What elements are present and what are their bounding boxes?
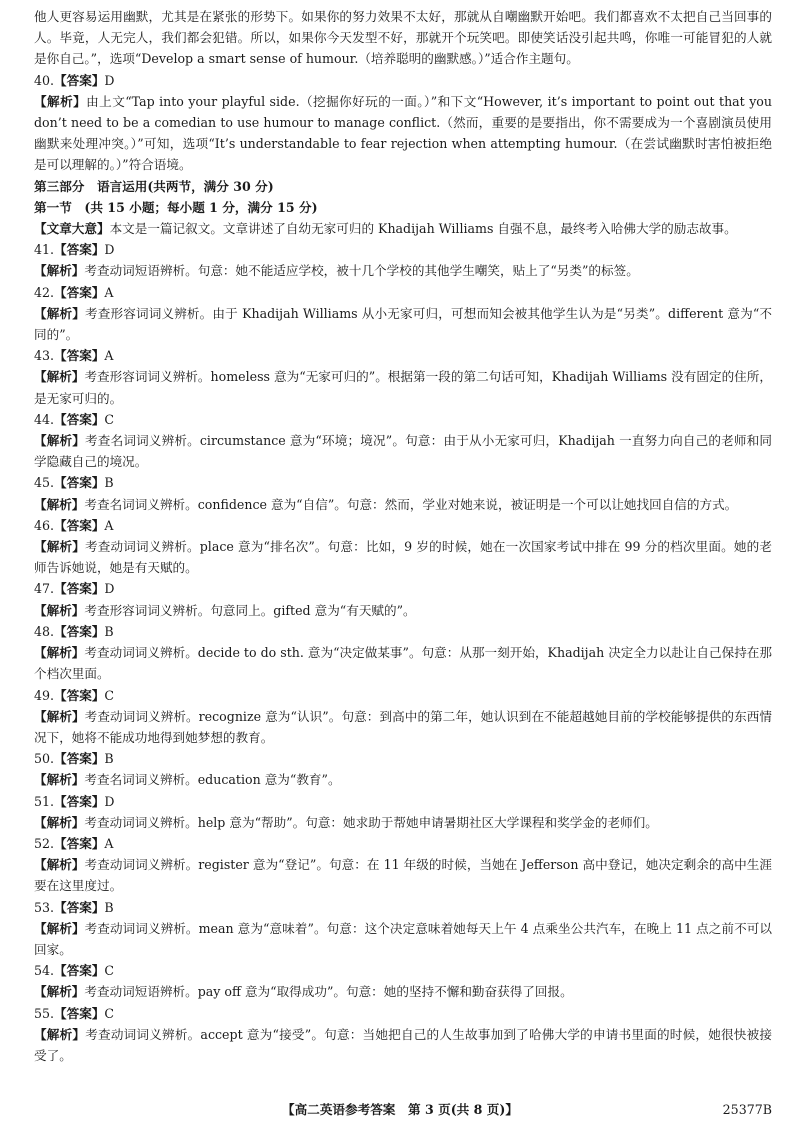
item-number: 52.: [34, 835, 55, 851]
item-analysis: [34, 918, 772, 960]
item-answer-line: [34, 748, 772, 769]
item-number: 44.: [34, 411, 55, 427]
item-analysis: [34, 91, 772, 176]
analysis-text: 考查名词词义辨析。confidence 意为“自信”。句意：然而，学业对她来说，被证明是一个可以让她找回自信的方式。: [84, 496, 738, 512]
analysis-tag: 【解析】: [34, 708, 85, 724]
analysis-tag: 【解析】: [34, 539, 85, 555]
answer-tag: 【答案】: [54, 623, 105, 639]
item-analysis: [34, 494, 772, 515]
item-answer-line: [34, 960, 772, 981]
document-code: 25377B: [722, 1102, 772, 1117]
answer-letter: B: [104, 899, 114, 915]
answer-letter: A: [104, 284, 114, 300]
item-number: 46.: [34, 517, 55, 533]
answer-item: [34, 960, 772, 1002]
item-number: 50.: [34, 751, 55, 767]
item-analysis: [34, 812, 772, 833]
analysis-tag: 【解析】: [34, 433, 86, 449]
item-analysis: [34, 642, 772, 684]
answer-tag: 【答案】: [54, 72, 105, 88]
answer-letter: C: [104, 963, 115, 979]
item-analysis: [34, 981, 772, 1002]
answer-letter: A: [104, 835, 114, 851]
section1-title: 第一节 (共 15 小题；每小题 1 分，满分 15 分): [34, 199, 318, 215]
item-answer-line: [34, 515, 772, 536]
answer-item: [34, 472, 772, 514]
item-answer-line: [34, 621, 772, 642]
answer-item: [34, 515, 772, 579]
answer-letter: D: [104, 793, 115, 809]
answer-item: [34, 791, 772, 833]
analysis-text: 考查动词词义辨析。register 意为“登记”。句意：在 11 年级的时候，当她在 Jefferson 高中登记，她决定剩余的高中生涯要在这里度过。: [34, 857, 773, 894]
item-answer-line: [34, 791, 772, 812]
analysis-tag: 【解析】: [34, 369, 85, 385]
answer-letter: B: [104, 623, 114, 639]
item-analysis: [34, 430, 772, 472]
answer-item: [34, 621, 772, 685]
answer-letter: B: [104, 475, 114, 491]
analysis-tag: 【解析】: [34, 920, 85, 936]
analysis-text: 考查动词词义辨析。recognize 意为“认识”。句意：到高中的第二年，她认识到在不能超越她目前的学校能够提供的东西情况下，她将不能成功地得到她梦想的教育。: [34, 708, 773, 745]
page-footer: 【高二英语参考答案 第 3 页(共 8 页)】: [282, 1102, 518, 1117]
item-number: 47.: [34, 581, 55, 597]
answer-item: [34, 282, 772, 346]
answer-tag: 【答案】: [54, 517, 105, 533]
answer-item: [34, 897, 772, 961]
item-analysis: [34, 366, 772, 408]
analysis-text: 考查动词短语辨析。句意：她不能适应学校，被十几个学校的其他学生嘲笑，贴上了“另类”的标签。: [84, 263, 639, 279]
item-number: 45.: [34, 475, 55, 491]
article-summary: [34, 218, 772, 239]
analysis-tag: 【解析】: [34, 645, 85, 661]
summary-text: 本文是一篇记叙文。文章讲述了自幼无家可归的 Khadijah Williams 自强不息，最终考入哈佛大学的励志故事。: [109, 221, 737, 237]
answer-item: [34, 578, 772, 620]
answer-item: [34, 1003, 772, 1067]
item-answer-line: [34, 409, 772, 430]
item-number: 54.: [34, 963, 55, 979]
analysis-tag: 【解析】: [34, 857, 85, 873]
item-answer-line: [34, 239, 772, 260]
item-answer-line: [34, 833, 772, 854]
answer-item: [34, 239, 772, 281]
item-answer-line: [34, 685, 772, 706]
answer-tag: 【答案】: [54, 687, 105, 703]
answer-item: [34, 748, 772, 790]
answer-tag: 【答案】: [54, 899, 105, 915]
item-number: 43.: [34, 348, 55, 364]
analysis-text: 考查动词词义辨析。accept 意为“接受”。句意：当她把自己的人生故事加到了哈佛大学的申请书里面的时候，她很快被接受了。: [34, 1026, 773, 1063]
analysis-tag: 【解析】: [34, 263, 85, 279]
answer-tag: 【答案】: [54, 411, 105, 427]
item-number: 55.: [34, 1005, 55, 1021]
answer-letter: C: [104, 1005, 115, 1021]
analysis-text: 由上文“Tap into your playful side.（挖掘你好玩的一面。）”和下文“However, it’s important to point out that you don’t need to be a comedian to use humour to manage conflict.（然而，重要的是要指出，你不需要成为一个喜剧演员使用幽默来处理冲突。）”可知，选项“It’s understandable to fear rejection when attempting humour.（在尝试幽默时害怕被拒绝是可以理解的。）”符合语境。: [34, 93, 772, 173]
answer-letter: D: [104, 581, 115, 597]
answer-tag: 【答案】: [54, 751, 105, 767]
analysis-text: 考查动词词义辨析。help 意为“帮助”。句意：她求助于帮她申请暑期社区大学课程和奖学金的老师们。: [84, 814, 658, 830]
item-analysis: [34, 854, 772, 896]
item-answer-line: [34, 472, 772, 493]
item-analysis: [34, 303, 772, 345]
item-analysis: [34, 769, 772, 790]
analysis-tag: 【解析】: [34, 305, 85, 321]
answer-tag: 【答案】: [54, 348, 105, 364]
item-number: 42.: [34, 284, 55, 300]
item-number: 51.: [34, 793, 55, 809]
analysis-tag: 【解析】: [34, 93, 87, 109]
item-analysis: [34, 600, 772, 621]
answer-tag: 【答案】: [54, 581, 105, 597]
item-analysis: [34, 260, 772, 281]
answer-items-list: [34, 239, 772, 1066]
analysis-tag: 【解析】: [34, 602, 85, 618]
analysis-text: 考查动词短语辨析。pay off 意为“取得成功”。句意：她的坚持不懈和勤奋获得了回报。: [84, 984, 573, 1000]
analysis-text: 考查名词词义辨析。education 意为“教育”。: [84, 772, 341, 788]
analysis-text: 考查动词词义辨析。mean 意为“意味着”。句意：这个决定意味着她每天上午 4 点乘坐公共汽车，在晚上 11 点之前不可以回家。: [34, 920, 772, 957]
analysis-text: 考查形容词词义辨析。句意同上。gifted 意为“有天赋的”。: [84, 602, 416, 618]
answer-tag: 【答案】: [54, 793, 105, 809]
answer-tag: 【答案】: [54, 475, 105, 491]
answer-letter: C: [104, 411, 115, 427]
analysis-tag: 【解析】: [34, 772, 85, 788]
answer-letter: C: [104, 687, 115, 703]
summary-tag: 【文章大意】: [34, 221, 110, 237]
answer-letter: D: [104, 72, 115, 88]
item-number: 53.: [34, 899, 55, 915]
item-number: 49.: [34, 687, 55, 703]
answer-item: [34, 833, 772, 897]
item-answer-line: [34, 1003, 772, 1024]
item-number: 41.: [34, 242, 55, 258]
answer-letter: B: [104, 751, 114, 767]
item-analysis: [34, 1024, 772, 1066]
answer-tag: 【答案】: [54, 284, 105, 300]
analysis-text: 考查形容词词义辨析。由于 Khadijah Williams 从小无家可归，可想而知会被其他学生认为是“另类”。different 意为“不同的”。: [34, 305, 773, 343]
analysis-tag: 【解析】: [34, 814, 85, 830]
item-answer-line: [34, 345, 772, 366]
item-answer-line: [34, 897, 772, 918]
answer-item: [34, 409, 772, 473]
answer-letter: D: [104, 242, 115, 258]
analysis-tag: 【解析】: [34, 984, 85, 1000]
answer-letter: A: [104, 517, 114, 533]
answer-item: [34, 345, 772, 409]
answer-tag: 【答案】: [54, 1005, 105, 1021]
item-answer-line: [34, 578, 772, 599]
answer-item: [34, 685, 772, 749]
item-answer-line: [34, 70, 772, 91]
analysis-text: 考查名词词义辨析。circumstance 意为“环境；境况”。句意：由于从小无家可归，Khadijah 一直努力向自己的老师和同学隐藏自己的境况。: [34, 433, 773, 470]
answer-tag: 【答案】: [54, 242, 105, 258]
analysis-text: 考查形容词词义辨析。homeless 意为“无家可归的”。根据第一段的第二句话可知，Khadijah Williams 没有固定的住所，是无家可归的。: [34, 369, 772, 406]
answer-tag: 【答案】: [54, 963, 105, 979]
item-analysis: [34, 706, 772, 748]
item-analysis: [34, 536, 772, 578]
analysis-tag: 【解析】: [34, 1026, 86, 1042]
analysis-text: 考查动词词义辨析。decide to do sth. 意为“决定做某事”。句意：从那一刻开始，Khadijah 决定全力以赴让自己保持在那个档次里面。: [34, 645, 772, 682]
item-answer-line: [34, 282, 772, 303]
answer-letter: A: [104, 348, 114, 364]
analysis-tag: 【解析】: [34, 496, 85, 512]
intro-paragraph: 他人更容易运用幽默，尤其是在紧张的形势下。如果你的努力效果不太好，那就从自嘲幽默开始吧。我们都喜欢不太把自己当回事的人。毕竟，人无完人，我们都会犯错。所以，如果你今天发型不好，那就开个玩笑吧。即使笑话没引起共鸣，你唯一可能冒犯的人就是你自己。”，选项“Develop a smart sense of humour.（培养聪明的幽默感。）”适合作主题句。: [34, 9, 772, 67]
part3-title: 第三部分 语言运用(共两节，满分 30 分): [34, 178, 274, 194]
answer-tag: 【答案】: [54, 835, 105, 851]
item-40: [34, 70, 772, 176]
analysis-text: 考查动词词义辨析。place 意为“排名次”。句意：比如，9 岁的时候，她在一次国家考试中排在 99 分的档次里面。她的老师告诉她说，她是有天赋的。: [34, 539, 773, 576]
item-number: 40.: [34, 72, 55, 88]
item-number: 48.: [34, 623, 55, 639]
